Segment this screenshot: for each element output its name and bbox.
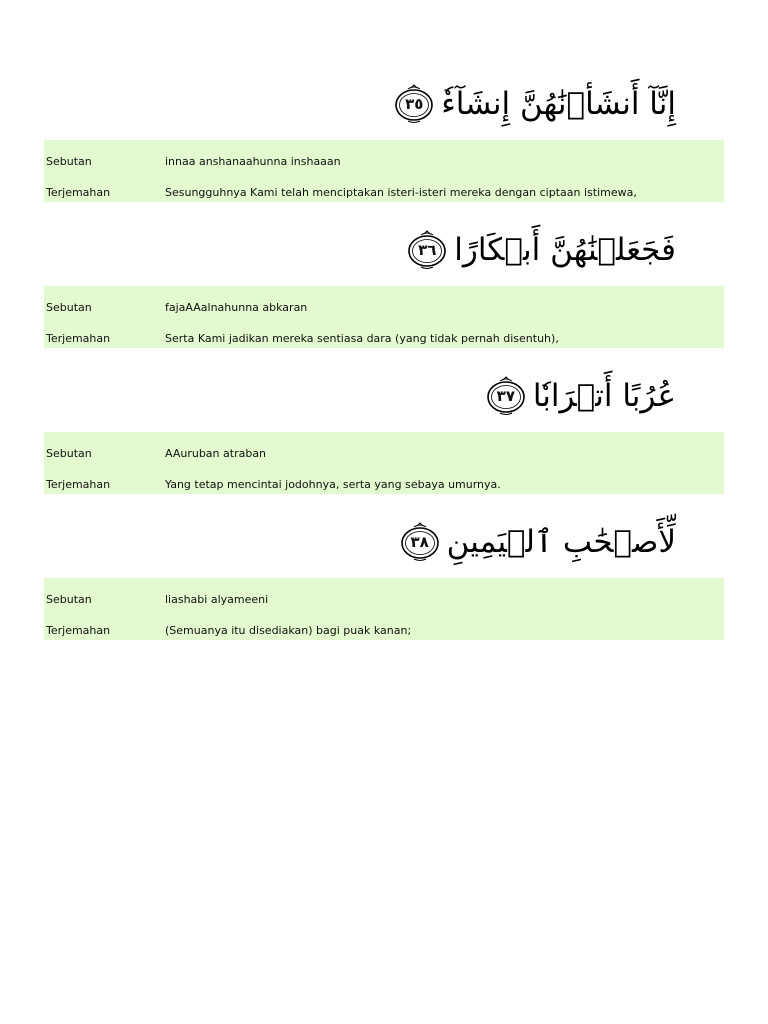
transliteration-row <box>44 300 724 316</box>
transliteration-row <box>44 592 724 608</box>
transliteration-row <box>44 446 724 462</box>
verse-info-block <box>44 432 724 494</box>
translation-text: (Semuanya itu disediakan) bagi puak kanan; <box>165 624 412 637</box>
translation-row <box>44 623 724 639</box>
arabic-verse-line <box>399 522 676 562</box>
translation-label: Terjemahan <box>46 332 111 345</box>
arabic-verse-text: لِّأَصۡحَٰبِ ٱلۡيَمِينِ <box>446 523 676 560</box>
arabic-verse-text: فَجَعَلۡنَٰهُنَّ أَبۡكَارًا <box>454 231 676 268</box>
ayah-number-marker <box>393 84 435 124</box>
translation-label: Terjemahan <box>46 186 111 199</box>
transliteration-text: fajaAAalnahunna abkaran <box>165 301 308 314</box>
translation-row <box>44 477 724 493</box>
translation-label: Terjemahan <box>46 478 111 491</box>
transliteration-text: liashabi alyameeni <box>165 593 269 606</box>
translation-text: Sesungguhnya Kami telah menciptakan isteri-isteri mereka dengan ciptaan istimewa, <box>165 186 637 199</box>
translation-text: Serta Kami jadikan mereka sentiasa dara (yang tidak pernah disentuh), <box>165 332 559 345</box>
arabic-verse-line <box>485 376 676 416</box>
verse-info-block <box>44 286 724 348</box>
ayah-number-marker <box>399 522 441 562</box>
translation-label: Terjemahan <box>46 624 111 637</box>
arabic-verse-text: إِنَّآ أَنشَأۡنَٰهُنَّ إِنشَآءٗ <box>441 85 676 122</box>
arabic-verse-line <box>406 230 676 270</box>
transliteration-label: Sebutan <box>46 301 92 314</box>
verse-info-block <box>44 140 724 202</box>
transliteration-row <box>44 154 724 170</box>
translation-text: Yang tetap mencintai jodohnya, serta yang sebaya umurnya. <box>165 478 501 491</box>
ayah-number: ٣٨ <box>410 533 429 551</box>
translation-row <box>44 185 724 201</box>
ayah-number: ٣٦ <box>418 241 437 259</box>
arabic-verse-line <box>393 84 676 124</box>
translation-row <box>44 331 724 347</box>
ayah-number-marker <box>406 230 448 270</box>
transliteration-text: AAuruban atraban <box>165 447 267 460</box>
ayah-number: ٣٥ <box>405 95 424 113</box>
transliteration-label: Sebutan <box>46 447 92 460</box>
ayah-number-marker <box>485 376 527 416</box>
transliteration-label: Sebutan <box>46 155 92 168</box>
arabic-verse-text: عُرُبًا أَتۡرَابٗا <box>532 377 676 414</box>
transliteration-label: Sebutan <box>46 593 92 606</box>
transliteration-text: innaa anshanaahunna inshaaan <box>165 155 341 168</box>
verse-info-block <box>44 578 724 640</box>
ayah-number: ٣٧ <box>496 387 515 405</box>
